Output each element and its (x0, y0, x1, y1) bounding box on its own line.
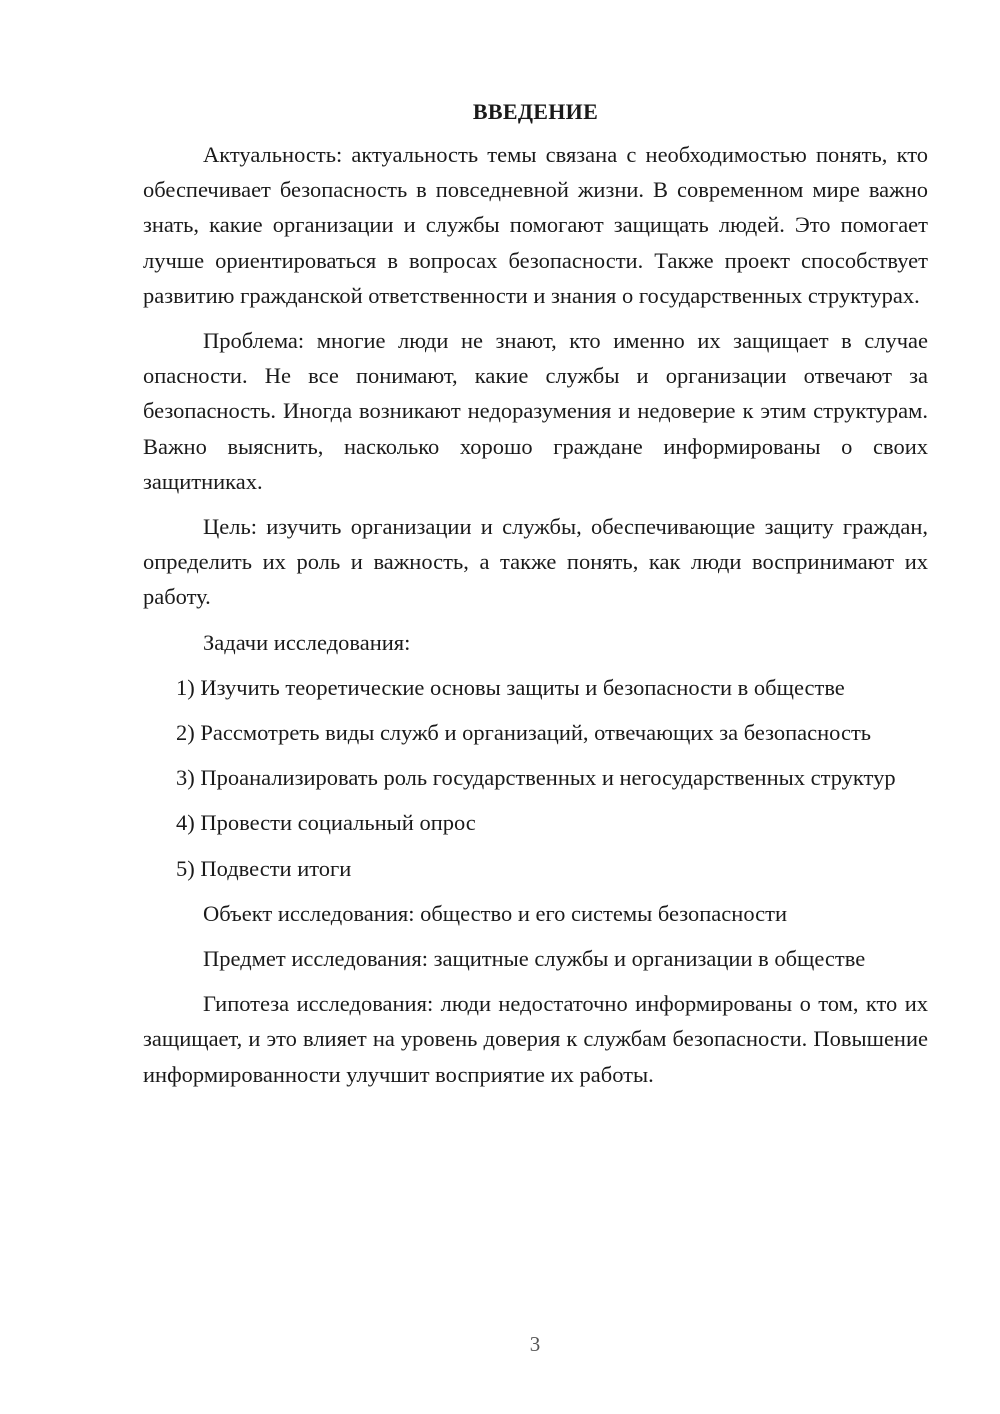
object-paragraph: Объект исследования: общество и его системы безопасности (203, 900, 787, 926)
page-number: 3 (529, 1332, 541, 1356)
task-item-2: 2) Рассмотреть виды служб и организаций, отвечающих за безопасность (176, 720, 872, 746)
problem-paragraph: Проблема: многие люди не знают, кто именно их защищает в случае опасности. Не все понимают, какие службы и организации отвечают за безопасность. Иногда возникают недоразумения и недоверие к этим структурам. Важно выяснить, насколько хорошо граждане информированы о своих защитниках. (143, 328, 928, 494)
task-item-1: 1) Изучить теоретические основы защиты и безопасности в обществе (176, 674, 845, 700)
page-content (143, 94, 928, 1102)
task-item-4: 4) Провести социальный опрос (176, 810, 476, 836)
goal-paragraph: Цель: изучить организации и службы, обеспечивающие защиту граждан, определить их роль и важность, а также понять, как люди воспринимают их работу. (143, 514, 928, 610)
subject-paragraph: Предмет исследования: защитные службы и организации в обществе (203, 946, 866, 972)
section-title: ВВЕДЕНИЕ (472, 99, 599, 124)
hypothesis-paragraph: Гипотеза исследования: люди недостаточно информированы о том, кто их защищает, и это влияет на уровень доверия к службам безопасности. Повышение информированности улучшит восприятие их работы. (143, 991, 928, 1087)
task-item-3: 3) Проанализировать роль государственных и негосударственных структур (176, 765, 896, 791)
task-item-5: 5) Подвести итоги (176, 855, 352, 881)
relevance-paragraph: Актуальность: актуальность темы связана с необходимостью понять, кто обеспечивает безопасность в повседневной жизни. В современном мире важно знать, какие организации и службы помогают защищать людей. Это помогает лучше ориентироваться в вопросах безопасности. Также проект способствует развитию гражданской ответственности и знания о государственных структурах. (143, 142, 928, 308)
tasks-heading: Задачи исследования: (203, 629, 411, 655)
